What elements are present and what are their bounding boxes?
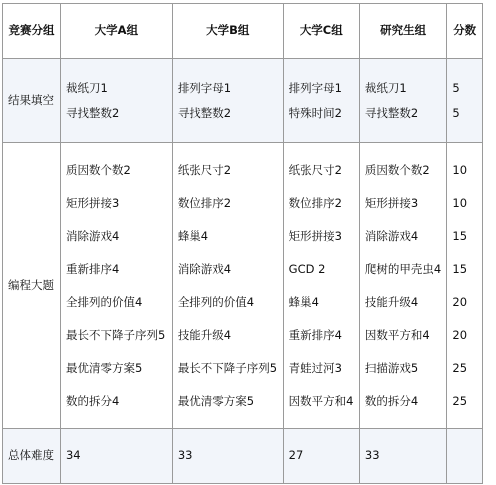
total-cell-a: 34 [60, 429, 172, 484]
list-item: 技能升级4 [364, 294, 419, 309]
fill-cell-score [447, 59, 483, 143]
list-item: 寻找整数2 [364, 105, 419, 120]
score-item: 15 [452, 261, 468, 276]
list-item: 数的拆分4 [364, 393, 419, 408]
list-item: 排列字母1 [288, 80, 342, 95]
fill-cell-graduate [359, 59, 446, 143]
fill-row-label: 结果填空 [3, 59, 61, 143]
contest-table [2, 3, 483, 484]
list-item: 全排列的价值4 [65, 294, 143, 309]
list-item: 消除游戏4 [364, 228, 419, 243]
programming-cell-a [60, 143, 172, 429]
header-group: 竞赛分组 [3, 4, 61, 59]
list-item: 寻找整数2 [65, 105, 120, 120]
list-item: 全排列的价值4 [177, 294, 255, 309]
total-cell-graduate: 33 [359, 429, 446, 484]
fill-row [3, 59, 483, 143]
list-item: 爬树的甲壳虫4 [364, 261, 442, 276]
list-item: 最优清零方案5 [65, 360, 143, 375]
total-row [3, 429, 483, 484]
score-item: 25 [452, 360, 468, 375]
score-item: 10 [452, 162, 468, 177]
list-item: 质因数个数2 [364, 162, 430, 177]
header-university-b: 大学B组 [172, 4, 283, 59]
list-item: 重新排序4 [288, 327, 342, 342]
programming-row [3, 143, 483, 429]
programming-cell-score [447, 143, 483, 429]
list-item: GCD 2 [288, 261, 326, 276]
score-item: 25 [452, 393, 468, 408]
fill-cell-a [60, 59, 172, 143]
list-item: 排列字母1 [177, 80, 232, 95]
score-item: 10 [452, 195, 468, 210]
list-item: 青蛙过河3 [288, 360, 342, 375]
list-item: 裁纸刀1 [364, 80, 407, 95]
fill-cell-b [172, 59, 283, 143]
fill-cell-c [283, 59, 359, 143]
list-item: 消除游戏4 [65, 228, 120, 243]
list-item: 蜂巢4 [177, 228, 209, 243]
header-graduate: 研究生组 [359, 4, 446, 59]
list-item: 纸张尺寸2 [177, 162, 232, 177]
list-item: 最长不下降子序列5 [177, 360, 278, 375]
programming-cell-b [172, 143, 283, 429]
list-item: 数位排序2 [288, 195, 342, 210]
list-item: 特殊时间2 [288, 105, 342, 120]
programming-row-label: 编程大题 [3, 143, 61, 429]
total-cell-b: 33 [172, 429, 283, 484]
programming-cell-c [283, 143, 359, 429]
programming-cell-graduate [359, 143, 446, 429]
list-item: 消除游戏4 [177, 261, 232, 276]
total-cell-score [447, 429, 483, 484]
list-item: 重新排序4 [65, 261, 120, 276]
header-university-a: 大学A组 [60, 4, 172, 59]
list-item: 因数平方和4 [364, 327, 430, 342]
header-university-c: 大学C组 [283, 4, 359, 59]
score-item: 20 [452, 294, 468, 309]
list-item: 蜂巢4 [288, 294, 319, 309]
list-item: 矩形拼接3 [364, 195, 419, 210]
list-item: 裁纸刀1 [65, 80, 108, 95]
total-row-label: 总体难度 [3, 429, 61, 484]
list-item: 质因数个数2 [65, 162, 131, 177]
list-item: 最优清零方案5 [177, 393, 255, 408]
contest-table-wrapper [2, 3, 483, 484]
score-item: 5 [452, 80, 460, 95]
list-item: 因数平方和4 [288, 393, 354, 408]
list-item: 纸张尺寸2 [288, 162, 342, 177]
score-item: 20 [452, 327, 468, 342]
list-item: 数的拆分4 [65, 393, 120, 408]
list-item: 数位排序2 [177, 195, 232, 210]
list-item: 技能升级4 [177, 327, 232, 342]
header-score: 分数 [447, 4, 483, 59]
list-item: 矩形拼接3 [288, 228, 342, 243]
list-item: 扫描游戏5 [364, 360, 419, 375]
score-item: 5 [452, 105, 460, 120]
total-cell-c: 27 [283, 429, 359, 484]
score-item: 15 [452, 228, 468, 243]
list-item: 最长不下降子序列5 [65, 327, 166, 342]
list-item: 矩形拼接3 [65, 195, 120, 210]
header-row [3, 4, 483, 59]
list-item: 寻找整数2 [177, 105, 232, 120]
